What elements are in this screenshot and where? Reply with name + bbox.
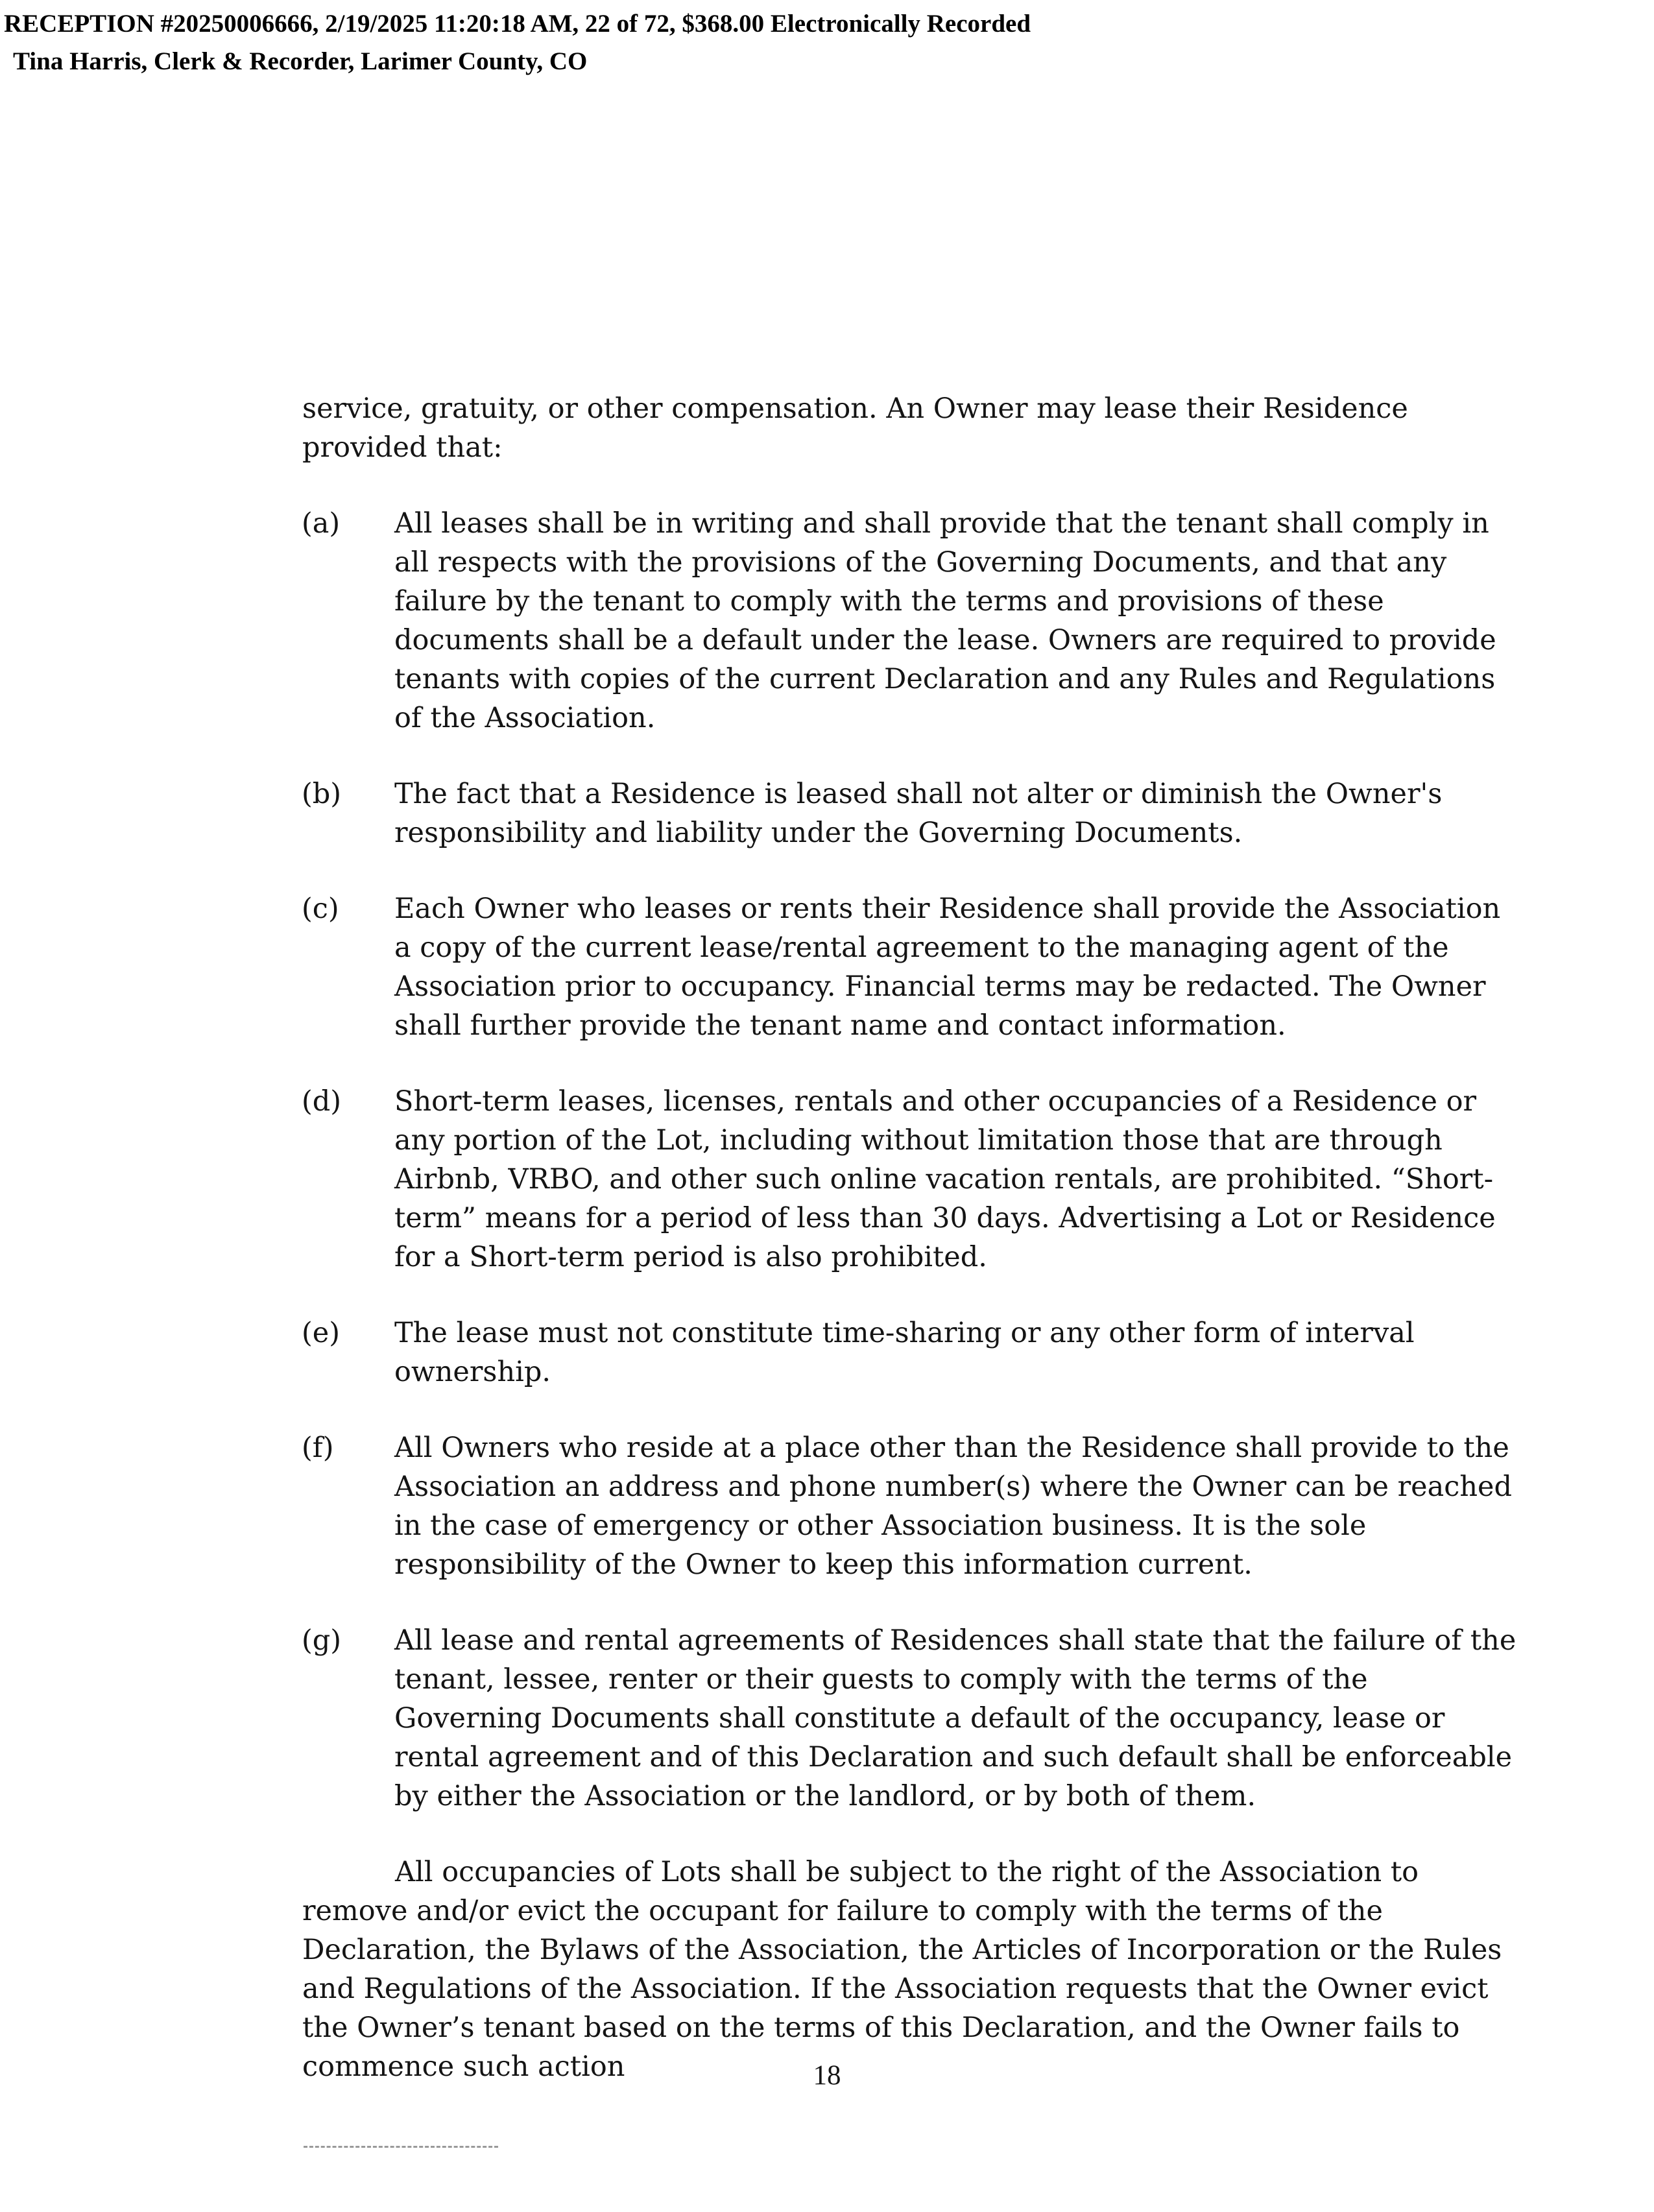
- item-b: [302, 775, 1523, 852]
- item-d-text: Short-term leases, licenses, rentals and other occupancies of a Residence or any portion of the Lot, including without limitation those that are through Airbnb, VRBO, and other such online vacation rentals, are prohibited. “Short-term” means for a period of less than 30 days. Advertising a Lot or Residence for a Short-term period is also prohibited.: [394, 1085, 1496, 1273]
- item-f-label: (f): [302, 1432, 334, 1464]
- item-e: [302, 1314, 1523, 1391]
- item-a-text: All leases shall be in writing and shall provide that the tenant shall comply in all respects with the provisions of the Governing Documents, and that any failure by the tenant to comply with the terms and provisions of these documents shall be a default under the lease. Owners are required to provide tenants with copies of the current Declaration and any Rules and Regulations of the Association.: [394, 507, 1496, 734]
- item-g: [302, 1621, 1523, 1816]
- recording-stamp-line-2: Tina Harris, Clerk & Recorder, Larimer County, CO: [13, 47, 588, 75]
- closing-paragraph: All occupancies of Lots shall be subject to the right of the Association to remove and/or evict the occupant for failure to comply with the terms of the Declaration, the Bylaws of the Association, the Articles of Incorporation or the Rules and Regulations of the Association. If the Association requests that the Owner evict the Owner’s tenant based on the terms of this Declaration, and the Owner fails to commence such action: [302, 1856, 1502, 2083]
- item-g-text: All lease and rental agreements of Residences shall state that the failure of the tenant, lessee, renter or their guests to comply with the terms of the Governing Documents shall constitute a default of the occupancy, lease or rental agreement and of this Declaration and such default shall be enforceable by either the Association or the landlord, or by both of them.: [394, 1624, 1516, 1812]
- item-e-text: The lease must not constitute time-sharing or any other form of interval ownership.: [394, 1317, 1415, 1388]
- item-d: [302, 1082, 1523, 1277]
- intro-paragraph: service, gratuity, or other compensation. An Owner may lease their Residence provided that:: [302, 392, 1408, 464]
- recording-stamp: [0, 0, 1031, 80]
- item-f: [302, 1428, 1523, 1584]
- recording-stamp-line-1: RECEPTION #20250006666, 2/19/2025 11:20:18 AM, 22 of 72, $368.00 Electronically Recorded: [4, 10, 1031, 38]
- item-c-text: Each Owner who leases or rents their Residence shall provide the Association a copy of the current lease/rental agreement to the managing agent of the Association prior to occupancy. Financial terms may be redacted. The Owner shall further provide the tenant name and contact information.: [394, 893, 1501, 1042]
- item-b-text: The fact that a Residence is leased shall not alter or diminish the Owner's responsibility and liability under the Governing Documents.: [394, 778, 1443, 849]
- item-g-label: (g): [302, 1624, 342, 1657]
- item-d-label: (d): [302, 1085, 342, 1118]
- item-e-label: (e): [302, 1317, 340, 1349]
- item-f-text: All Owners who reside at a place other than the Residence shall provide to the Association an address and phone number(s) where the Owner can be reached in the case of emergency or other Association business. It is the sole responsibility of the Owner to keep this information current.: [394, 1432, 1512, 1581]
- item-c-label: (c): [302, 893, 339, 925]
- footer-scan-mark: [304, 2146, 498, 2148]
- document-body: [0, 389, 1654, 2086]
- page-number: 18: [813, 2060, 841, 2091]
- item-a-label: (a): [302, 507, 341, 540]
- item-b-label: (b): [302, 778, 342, 810]
- item-a: [302, 504, 1523, 738]
- item-c: [302, 889, 1523, 1045]
